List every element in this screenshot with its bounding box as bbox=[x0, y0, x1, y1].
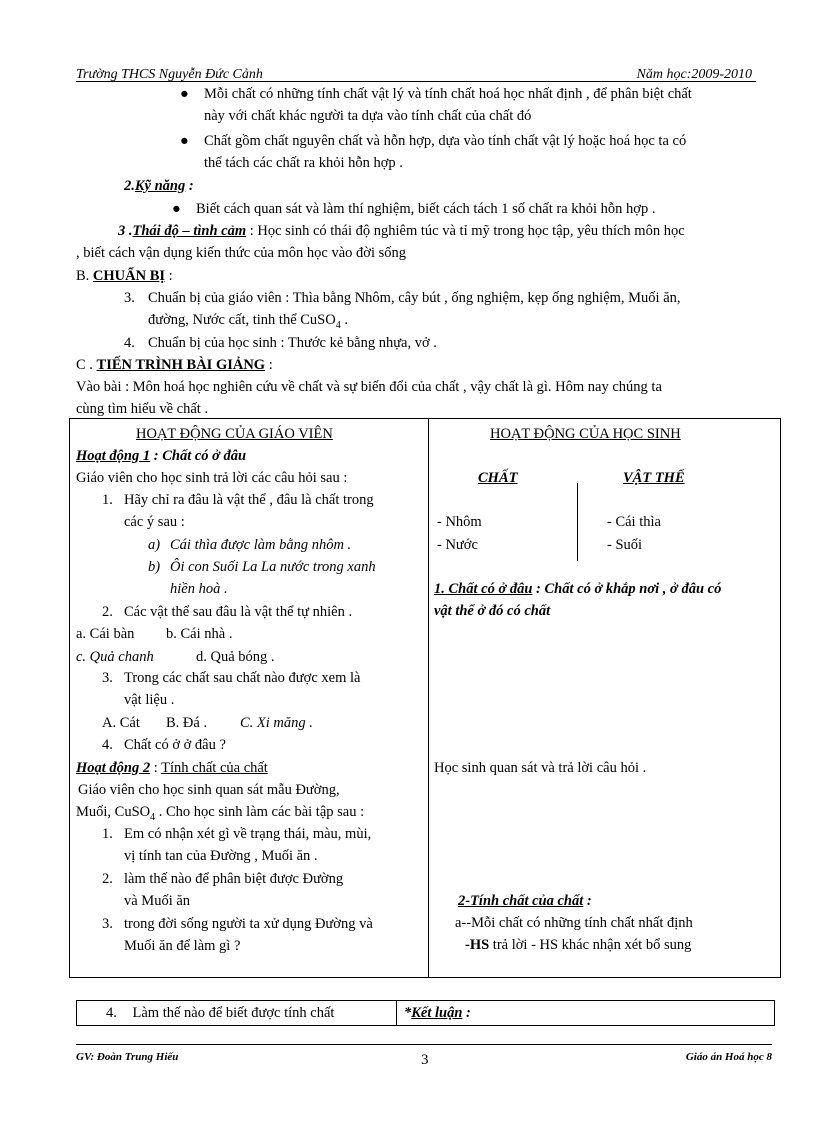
activity-2-intro-line-1: Giáo viên cho học sinh quan sát mẫu Đường, bbox=[78, 782, 340, 798]
knowledge-bullet-2 bbox=[180, 131, 686, 175]
knowledge-bullet-1-line-1: Mỗi chất có những tính chất vật lý và tính chất hoá học nhất định , để phân biệt chất bbox=[204, 86, 692, 102]
question-3-option-b: B. Đá . bbox=[166, 715, 208, 731]
process-heading: C . TIẾN TRÌNH BÀI GIẢNG : bbox=[76, 357, 273, 373]
question-1: 1. Hãy chỉ ra đâu là vật thể , đâu là chất trong các ý sau : bbox=[102, 492, 374, 530]
object-item: - Suối bbox=[607, 537, 643, 553]
conclusion-label: *Kết luận : bbox=[404, 1005, 471, 1021]
column-divider bbox=[396, 1001, 397, 1025]
skills-heading: 2.Kỹ năng : bbox=[124, 178, 194, 194]
continuation-item-4: 4. Làm thế nào để biết được tính chất bbox=[106, 1005, 335, 1021]
teacher-heading: HOẠT ĐỘNG CỦA GIÁO VIÊN bbox=[136, 426, 333, 442]
process-intro-line-2: cùng tìm hiểu về chất . bbox=[76, 401, 209, 417]
question-2-option-d: d. Quả bóng . bbox=[196, 649, 275, 665]
teacher-name: GV: Đoàn Trung Hiếu bbox=[76, 1051, 179, 1063]
question-3-option-a: A. Cát bbox=[102, 715, 140, 731]
object-item: - Cái thìa bbox=[607, 514, 661, 530]
subject-name: Giáo án Hoá học 8 bbox=[685, 1051, 772, 1063]
answer-1: 1. Chất có ở đâu : Chất có ở khắp nơi , ở đâu có bbox=[434, 581, 722, 597]
activity-1-intro: Giáo viên cho học sinh trả lời các câu hỏi sau : bbox=[76, 470, 348, 486]
question-3: 3. Trong các chất sau chất nào được xem là vật liệu . bbox=[102, 670, 361, 708]
attitude-line-1: 3 .Thái độ – tình cảm : Học sinh có thái độ nghiêm túc và tỉ mỹ trong học tập, yêu thích môn học bbox=[118, 223, 685, 239]
answer-2-a: a--Mỗi chất có những tính chất nhất định bbox=[455, 915, 693, 931]
prep-item-3: 3. Chuẩn bị của giáo viên : Thìa bằng Nhôm, cây bút , ống nghiệm, kẹp ống nghiệm, Muối ăn, đường, Nước cất, tinh thể CuSO$_4$ . bbox=[124, 290, 681, 331]
student-column-separator bbox=[577, 483, 578, 561]
answer-1-line-2: vật thể ở đó có chất bbox=[434, 603, 551, 619]
knowledge-bullet-1-line-2: này với chất khác người ta dựa vào tính chất của chất đó bbox=[204, 107, 532, 124]
substance-column-title: CHẤT bbox=[478, 470, 518, 486]
question-2-option-c: c. Quả chanh bbox=[76, 649, 154, 665]
question-2-option-b: b. Cái nhà . bbox=[166, 626, 233, 642]
question-1a: a) Cái thìa được làm bằng nhôm . bbox=[148, 537, 352, 553]
prep-heading: B. CHUẨN BỊ : bbox=[76, 268, 173, 284]
page-footer bbox=[76, 1044, 772, 1068]
question-4: 4. Chất có ở ở đâu ? bbox=[102, 737, 226, 753]
answer-2-hs: -HS trả lời - HS khác nhận xét bổ sung bbox=[465, 937, 692, 953]
substance-item: - Nước bbox=[437, 537, 478, 553]
process-intro-line-1: Vào bài : Môn hoá học nghiên cứu về chất và sự biến đổi của chất , vậy chất là gì. Hôm nay chúng ta bbox=[76, 379, 662, 395]
answer-2-title: 2-Tính chất của chất : bbox=[458, 893, 592, 909]
question-1b: b) Ôi con Suối La La nước trong xanh hiền hoà . bbox=[148, 559, 376, 597]
problem-3: 3. trong đời sống người ta xử dụng Đường và Muối ăn để làm gì ? bbox=[102, 916, 373, 954]
prep-item-4: 4. Chuẩn bị của học sinh : Thước kẻ bằng nhựa, vở . bbox=[124, 335, 437, 351]
activity-2-title: Hoạt động 2 : Tính chất của chất bbox=[76, 760, 268, 776]
attitude-line-2: , biết cách vận dụng kiến thức của môn học vào đời sống bbox=[76, 245, 407, 261]
knowledge-bullet-2-line-1: Chất gồm chất nguyên chất và hỗn hợp, dựa vào tính chất vật lý hoặc hoá học ta có bbox=[204, 133, 687, 149]
substance-item: - Nhôm bbox=[437, 514, 482, 530]
skills-bullet: ● Biết cách quan sát và làm thí nghiệm, biết cách tách 1 số chất ra khỏi hỗn hợp . bbox=[172, 199, 655, 221]
column-divider bbox=[428, 419, 429, 977]
bullet-icon: ● bbox=[172, 201, 181, 217]
activity-1-title: Hoạt động 1 : Chất có ở đâu bbox=[76, 448, 247, 464]
student-heading: HOẠT ĐỘNG CỦA HỌC SINH bbox=[490, 426, 681, 442]
problem-2: 2. làm thế nào để phân biệt được Đường và Muối ăn bbox=[102, 871, 344, 909]
bullet-icon: ● bbox=[180, 86, 189, 102]
school-year: Năm học:2009-2010 bbox=[636, 67, 752, 82]
student-observe: Học sinh quan sát và trả lời câu hỏi . bbox=[434, 760, 647, 776]
object-column-title: VẬT THỂ bbox=[623, 470, 685, 486]
question-2: 2. Các vật thể sau đâu là vật thể tự nhiên . bbox=[102, 604, 353, 620]
question-3-option-c: C. Xi măng . bbox=[240, 715, 313, 731]
bullet-icon: ● bbox=[180, 133, 189, 149]
activity-2-intro-line-2: Muối, CuSO$_4$ . Cho học sinh làm các bài tập sau : bbox=[76, 804, 365, 823]
knowledge-bullet-1 bbox=[180, 84, 692, 128]
problem-1: 1. Em có nhận xét gì về trạng thái, màu, mùi, vị tính tan của Đường , Muối ăn . bbox=[102, 826, 372, 864]
knowledge-bullet-2-line-2: thể tách các chất ra khỏi hỗn hợp . bbox=[204, 154, 403, 171]
page-number: 3 bbox=[421, 1052, 429, 1068]
question-2-option-a: a. Cái bàn bbox=[76, 626, 135, 642]
page-header bbox=[76, 64, 756, 82]
school-name: Trường THCS Nguyễn Đức Cảnh bbox=[76, 67, 263, 82]
